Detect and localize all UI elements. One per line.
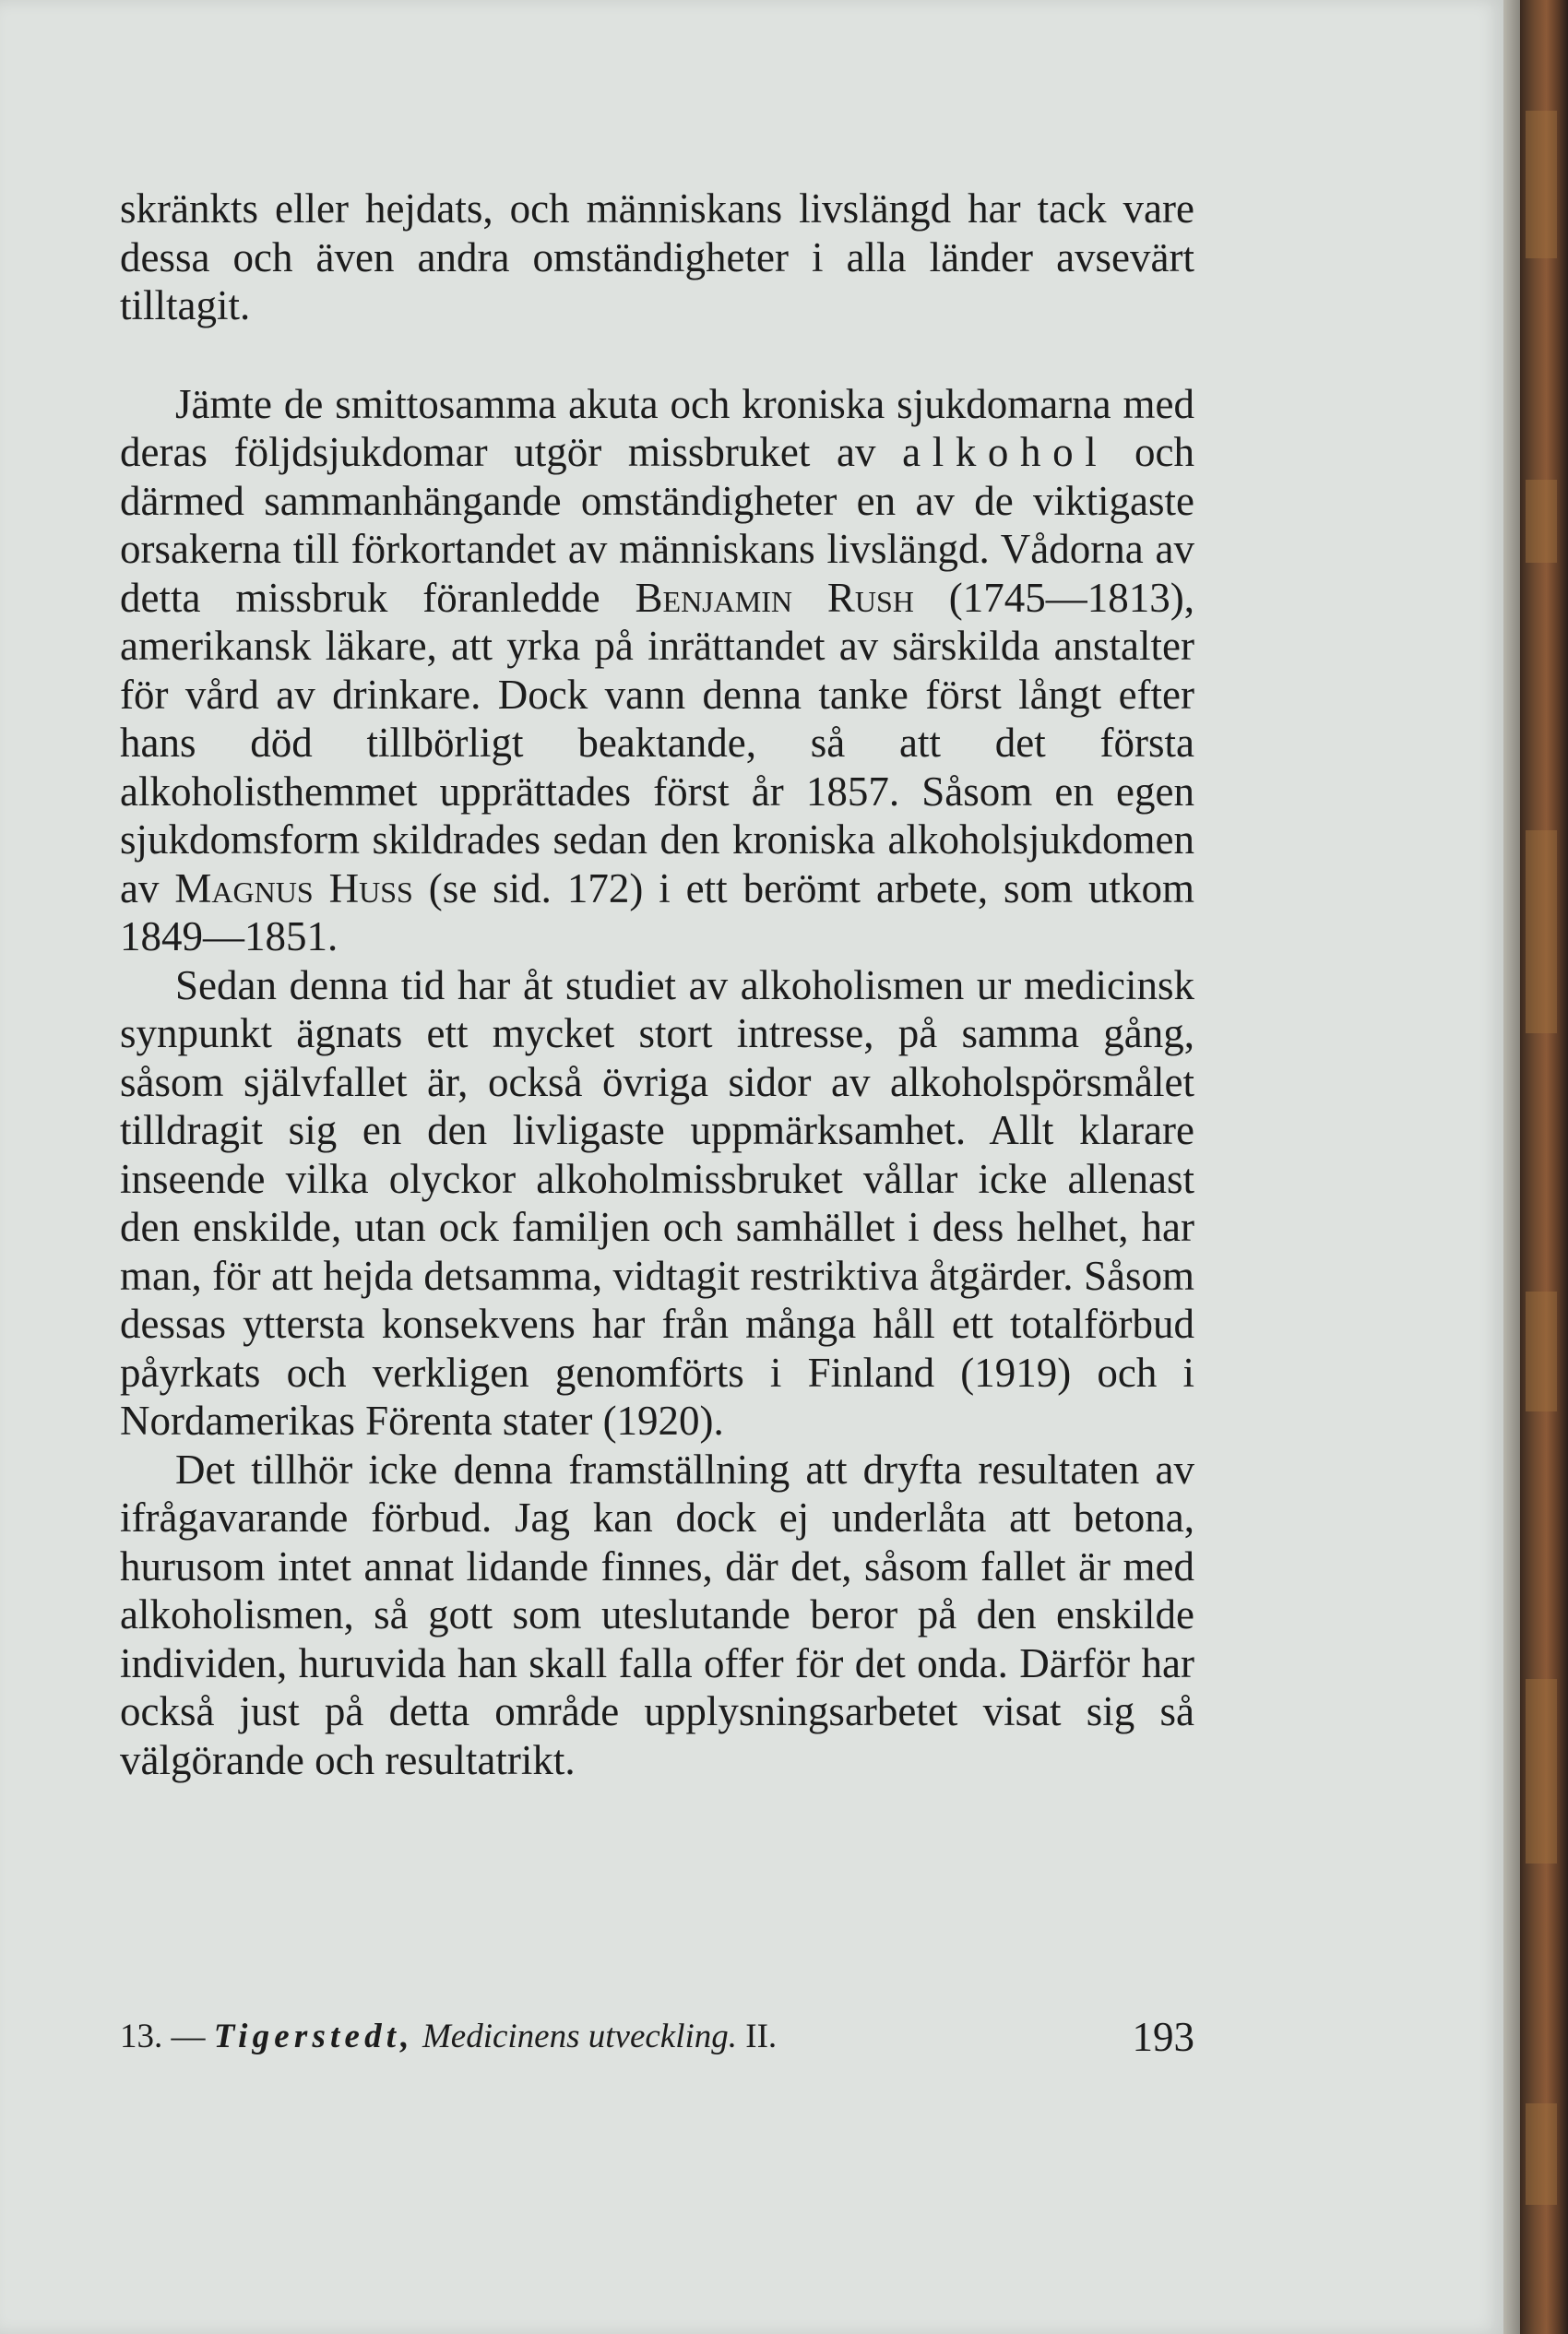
text-run: Det tillhör icke denna framställning att dryfta resultaten av ifrågavarande förbud. Jag kan dock ej underlåta att betona, hurusom intet annat lidande finnes, där det, såsom fallet är med alkoholismen, så gott som uteslutande beror på den enskilde individen, huruvida han skall falla offer för det onda. Därför har också just på detta område upplysningsarbetet visat sig så välgörande och resultatrikt. <box>120 1446 1194 1783</box>
text-run: (1745—1813), amerikansk läkare, att yrka på inrättandet av särskilda anstalter för vård av drinkare. Dock vann denna tanke först långt efter hans död tillbörligt beaktande, så att det första alkoholisthemmet upprättades först år 1857. Såsom en egen sjukdomsform skildrades sedan den kroniska alkoholsjukdomen av <box>120 574 1194 911</box>
text-run: Sedan denna tid har åt studiet av alkoholismen ur medicinsk synpunkt ägnats ett mycket stort intresse, på samma gång, såsom självfallet är, också övriga sidor av alkoholspörsmålet tilldragit sig en den livligaste uppmärksamhet. Allt klarare inseende vilka olyckor alkoholmissbruket vållar icke allenast den enskilde, utan ock familjen och samhället i dess helhet, har man, för att hejda detsamma, vidtagit restriktiva åtgärder. Såsom dessas yttersta konsekvens har från många håll ett totalförbud påyrkats och verkligen genomförts i Finland (1919) och i Nordamerikas Förenta stater (1920). <box>120 961 1194 1444</box>
text-run: Jämte de smittosamma akuta och kroniska sjukdomarna med deras följdsjukdomar utgör missbruket av <box>120 380 1194 475</box>
signature-volume: II. <box>737 2018 778 2055</box>
signature-line <box>120 2017 777 2056</box>
page-edges <box>1503 0 1520 2334</box>
book-cover-edge <box>1520 0 1568 2334</box>
person-name: Benjamin Rush <box>635 574 914 621</box>
spaced-emphasis: alkohol <box>902 429 1109 475</box>
page-footer <box>120 2013 1194 2059</box>
signature-author: Tigerstedt, <box>213 2018 414 2055</box>
paragraph-2 <box>120 380 1194 961</box>
paragraph-4 <box>120 1446 1194 1785</box>
page-number: 193 <box>1132 2014 1194 2060</box>
text-run: och därmed sammanhängande omständigheter en av de viktigaste orsakerna till förkortandet av människans livslängd. Vådorna av detta missbruk föranledde <box>120 429 1194 621</box>
paragraph-3 <box>120 961 1194 1446</box>
signature-prefix: 13. — <box>120 2018 214 2055</box>
text-run: (se sid. 172) i ett berömt arbete, som utkom 1849—1851. <box>120 864 1194 959</box>
paragraph-1 <box>120 185 1194 330</box>
body-text <box>120 185 1194 1784</box>
person-name: Magnus Huss <box>174 864 413 911</box>
text-run: skränkts eller hejdats, och människans livslängd har tack vare dessa och även andra omständigheter i alla länder avsevärt tilltagit. <box>120 185 1194 328</box>
signature-work: Medicinens utveckling. <box>413 2018 738 2055</box>
